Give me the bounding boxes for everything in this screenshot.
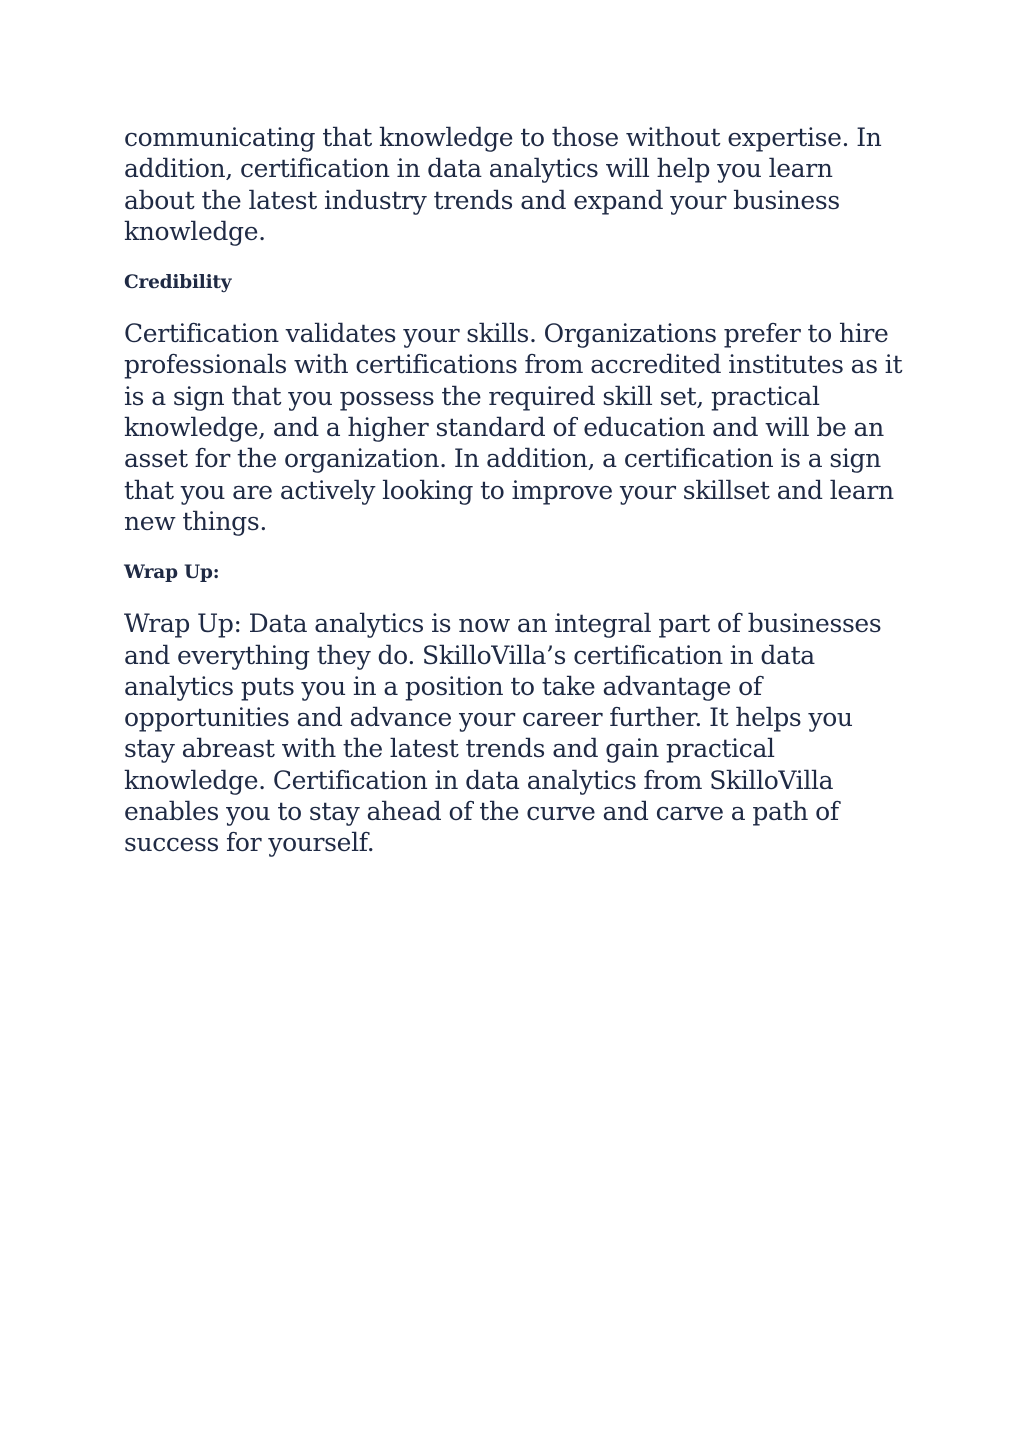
- section-body-credibility: Certification validates your skills. Organizations prefer to hire professionals with certifications from accredited institutes as it is a sign that you possess the required skill set, practical knowledge, and a higher standard of education and will be an asset for the organization. In addition, a certification is a sign that you are actively looking to improve your skillset and learn new things.: [124, 319, 903, 536]
- document-body: [124, 122, 904, 859]
- section-body-wrap-up: Wrap Up: Data analytics is now an integral part of businesses and everything they do. SkilloVilla’s certification in data analytics puts you in a position to take advantage of opportunities and advance your career further. It helps you stay abreast with the latest trends and gain practical knowledge. Certification in data analytics from SkilloVilla enables you to stay ahead of the curve and carve a path of success for yourself.: [124, 609, 882, 858]
- section-heading-credibility: Credibility: [124, 272, 232, 294]
- intro-paragraph: communicating that knowledge to those without expertise. In addition, certification in data analytics will help you learn about the latest industry trends and expand your business knowledge.: [124, 123, 882, 246]
- section-heading-wrap-up: Wrap Up:: [124, 562, 220, 584]
